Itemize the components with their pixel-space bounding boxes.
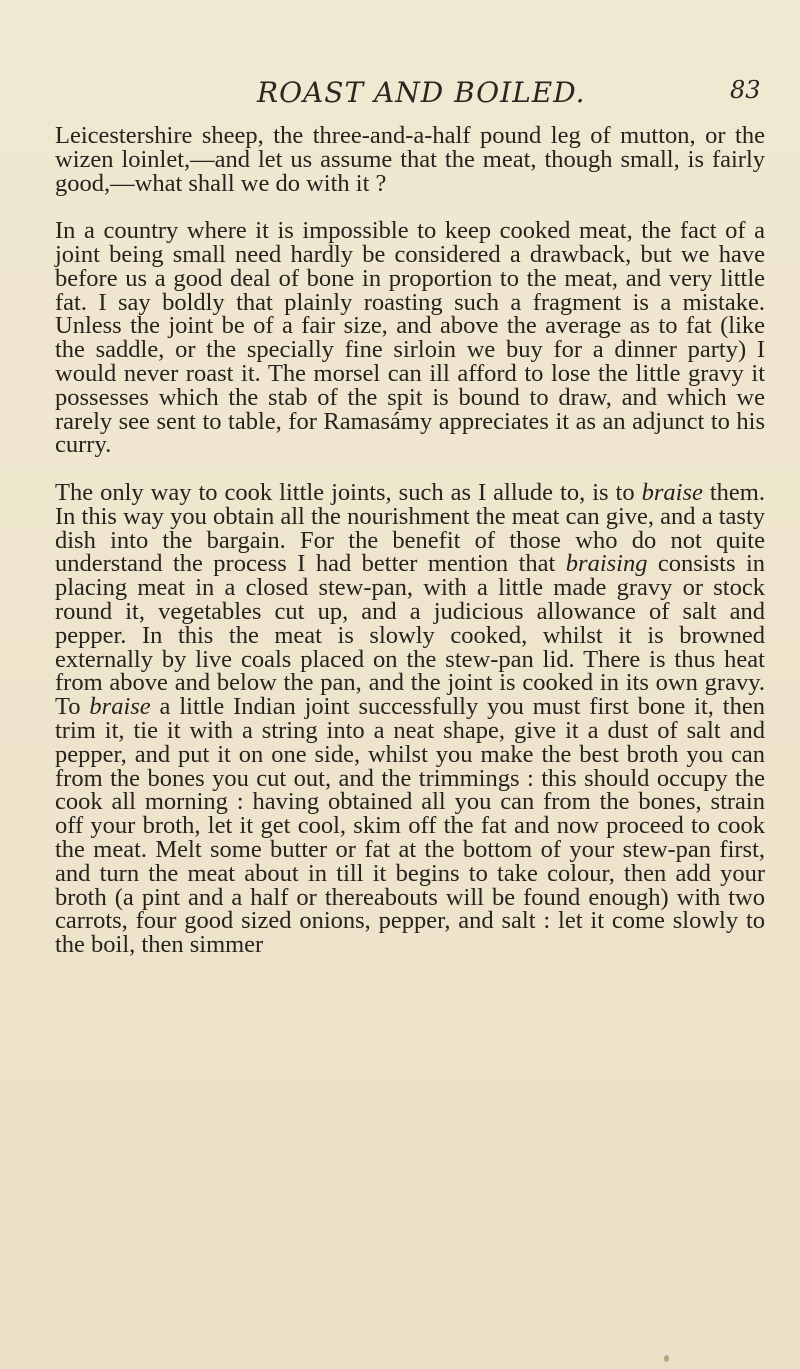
paper-speck (664, 1355, 669, 1362)
paragraph-2-text: In a country where it is impossible to keep cooked meat, the fact of a joint being small need hardly be considered a drawback, but we have before us a good deal of bone in proportion to the meat, and very little fat. I say boldly that plainly roasting such a fragment is a mistake. Unless the joint be of a fair size, and above the average as to fat (like the saddle, or the specially fine sirloin we buy for a dinner party) I would never roast it. The morsel can ill afford to lose the little gravy it possesses which the stab of the spit is bound to draw, and which we rarely see sent to table, for Ramasámy appreciates it as an adjunct to his curry. (55, 217, 765, 459)
emphasis-braising: braising (565, 550, 648, 578)
page-number: 83 (730, 76, 761, 104)
paragraph-3-text-a: The only way to cook little joints, such as I allude to, is to (55, 478, 642, 506)
paragraph-1-text: Leicestershire sheep, the three-and-a-half pound leg of mutton, or the wizen loinlet,—and let us assume that the meat, though small, is fairly good,—what shall we do with it ? (55, 122, 765, 197)
paragraph-3-text-b: them. In this way you obtain all the nourishment the meat can give, and a tasty dish into the bargain. For the benefit of those who do not quite understand the process I had better mention that (55, 478, 765, 578)
emphasis-braise-2: braise (89, 693, 151, 721)
paragraph-1 (55, 124, 765, 195)
paragraph-2 (55, 219, 765, 457)
body-text (55, 124, 765, 957)
running-title: ROAST AND BOILED. (257, 76, 586, 109)
paragraph-3-text-d: a little Indian joint successfully you must first bone it, then trim it, tie it with a string into a neat shape, give it a dust of salt and pepper, and put it on one side, whilst you make the best broth you can from the bones you cut out, and the trimmings : this should occupy the cook all morning : having obtained all you can from the bones, strain off your broth, let it get cool, skim off the fat and now proceed to cook the meat. Melt some butter or fat at the bottom of your stew-pan first, and turn the meat about in till it begins to take colour, then add your broth (a pint and a half or thereabouts will be found enough) with two carrots, four good sized onions, pepper, and salt : let it come slowly to the boil, then simmer (55, 693, 765, 959)
paragraph-3 (55, 478, 765, 959)
paragraph-3-text-c: consists in placing meat in a closed stew-pan, with a little made gravy or stock round it, vegetables cut up, and a judicious allowance of salt and pepper. In this the meat is slowly cooked, whilst it is browned externally by live coals placed on the stew-pan lid. There is thus heat from above and below the pan, and the joint is cooked in its own gravy. To (55, 550, 765, 721)
running-head (0, 70, 800, 110)
emphasis-braise-1: braise (641, 478, 703, 506)
